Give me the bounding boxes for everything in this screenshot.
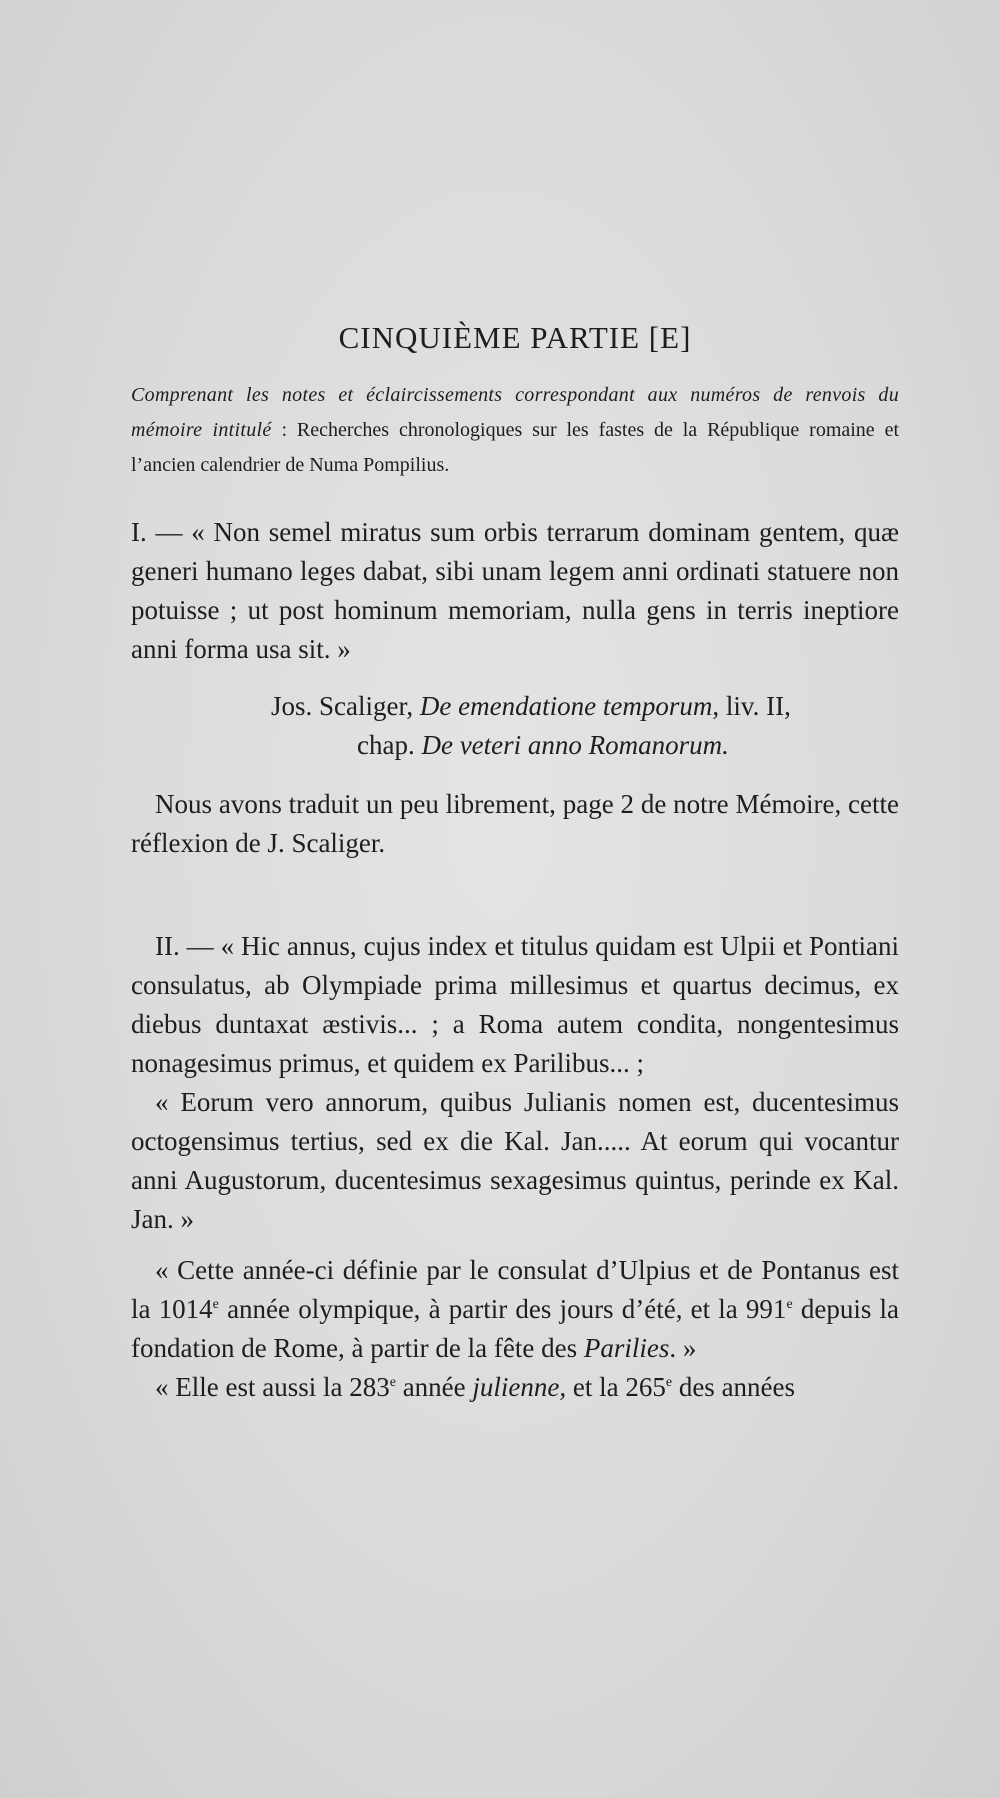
cite-book: , liv. II, — [712, 691, 791, 721]
cite-author: Jos. Scaliger, — [271, 691, 420, 721]
cite-chap: chap. — [357, 730, 422, 760]
cite-work: De emendatione temporum — [419, 691, 713, 721]
section-gap — [131, 863, 899, 927]
u-sup2: e — [665, 1375, 673, 1390]
u-b: année — [395, 1372, 473, 1402]
note-1-citation — [131, 687, 899, 765]
intro-italic: Comprenant les notes et éclaircissements correspondant aux numéros de renvois du mémoire intitulé — [131, 384, 899, 441]
cite-chapter-title: De veteri anno Romanorum. — [421, 730, 729, 760]
u-a: « Elle est aussi la 283 — [155, 1372, 390, 1402]
t-a: « Cette année-ci définie par le consulat d’Ulpius et de Pontanus est la 1014 — [131, 1255, 899, 1324]
cite-line-2 — [271, 726, 899, 765]
u-julienne: julienne, — [472, 1372, 567, 1402]
t-b: année olympique, à partir des jours d’été, et la 991 — [218, 1294, 787, 1324]
page-content — [131, 320, 899, 1407]
intro-plain: : Recherches chronologiques sur les fastes de la République romaine et l’ancien calendrier de Numa Pompilius. — [131, 419, 900, 476]
note-2-translation — [131, 1251, 899, 1368]
t-d: . » — [669, 1333, 697, 1363]
note-1-quote: I. — « Non semel miratus sum orbis terrarum dominam gentem, quæ generi humano leges dabat, sibi unam legem anni ordinati statuere non potuisse ; ut post hominum memoriam, nulla gens in terris ineptiore anni forma usa sit. » — [131, 517, 899, 664]
t-parilies: Parilies — [583, 1333, 670, 1363]
page-title: CINQUIÈME PARTIE [E] — [338, 320, 692, 355]
note-2-quote-cont: « Eorum vero annorum, quibus Julianis nomen est, ducentesimus octogensimus tertius, sed ex die Kal. Jan..... At eorum qui vocantur anni Augustorum, ducentesimus sexagesimus quintus, perinde ex Kal. Jan. » — [131, 1087, 899, 1234]
note-1-comment: Nous avons traduit un peu librement, page 2 de notre Mémoire, cette réflexion de J. Scaliger. — [131, 789, 899, 858]
t-sup1: e — [212, 1297, 219, 1312]
u-sup1: e — [389, 1375, 396, 1390]
intro-paragraph — [131, 378, 899, 483]
u-c: et la 265 — [566, 1372, 666, 1402]
note-2-quote: II. — « Hic annus, cujus index et titulus quidam est Ulpii et Pontiani consulatus, ab Olympiade prima millesimus et quartus decimus, ex diebus duntaxat æstivis... ; a Roma autem condita, nongentesimus nonagesimus primus, et quidem ex Parilibus... ; — [131, 931, 899, 1078]
note-2-translation-cont — [131, 1368, 899, 1407]
t-sup2: e — [786, 1297, 793, 1312]
u-d: des années — [672, 1372, 796, 1402]
t-c: depuis la fondation de Rome, à partir de la fête des — [131, 1294, 899, 1363]
